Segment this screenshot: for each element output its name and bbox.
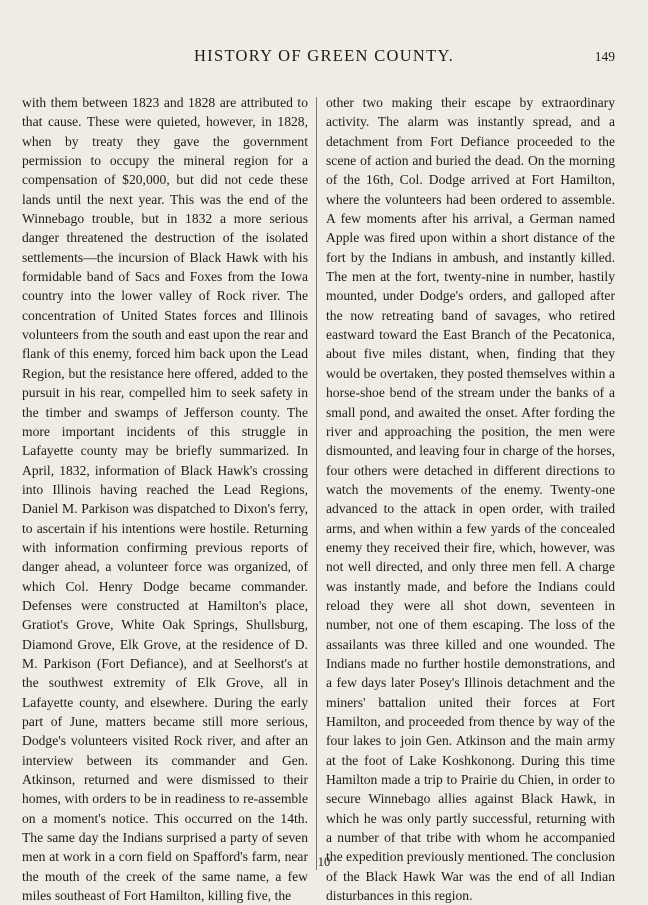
text-columns: [0, 93, 648, 904]
column-divider: [316, 97, 317, 870]
left-column: [22, 93, 308, 905]
running-title: HISTORY OF GREEN COUNTY.: [193, 46, 455, 65]
left-column-text: with them between 1823 and 1828 are attributed to that cause. These were quieted, however, in 1828, when by treaty they gave the government permission to occupy the mineral region for a compensation of $20,000, but did not cede these lands until the next year. This was the end of the Winnebago trouble, but in 1832 a more serious danger threatened the destruction of the isolated settlements—the incursion of Black Hawk with his formidable band of Sacs and Foxes from the Iowa country into the lower valley of Rock river. The concentration of United States forces and Illinois volunteers from the south and east upon the rear and flank of this enemy, forced him back upon the Lead Region, but the resistance here offered, added to the pursuit in his rear, compelled him to seek safety in the timber and swamps of Jefferson county. The more important incidents of this struggle in Lafayette county may be briefly summarized. In April, 1832, information of Black Hawk's crossing into Illinois having reached the Lead Regions, Daniel M. Parkison was dispatched to Dixon's ferry, to ascertain if his intentions were hostile. Returning with information confirming previous reports of danger ahead, a volunteer force was organized, of which Col. Henry Dodge became commander. Defenses were constructed at Hamilton's place, Gratiot's Grove, White Oak Springs, Shullsburg, Diamond Grove, Elk Grove, at the residence of D. M. Parkison (Fort Defiance), and at Seelhorst's at the southwest extremity of Elk Grove, all in Lafayette county, and elsewhere. During the early part of June, matters became still more serious, Dodge's volunteers visited Rock river, and after an interview between its commander and Gen. Atkinson, returned and were dismissed to their homes, with orders to be in readiness to re-assemble on a moment's notice. This occurred on the 14th. The same day the Indians surprised a party of seven men at work in a corn field on Spafford's farm, near the mouth of the creek of the same name, a few miles southeast of Fort Hamilton, killing five, the: [22, 95, 308, 904]
page-header: [0, 46, 648, 70]
right-column: [326, 93, 615, 905]
folio-number: 10: [317, 855, 331, 869]
page-number: 149: [594, 49, 615, 64]
right-column-text: other two making their escape by extraordinary activity. The alarm was instantly spread, and a detachment from Fort Defiance proceeded to the scene of action and buried the dead. On the morning of the 16th, Col. Dodge arrived at Fort Hamilton, where the volunteers had been ordered to assemble. A few moments after his arrival, a German named Apple was fired upon within a short distance of the fort by the Indians in ambush, and instantly killed. The men at the fort, twenty-nine in number, hastily mounted, under Dodge's orders, and galloped after the now retreating band of savages, who retired eastward toward the East Branch of the Pecatonica, about five miles distant, when, finding that they would be overtaken, they posted themselves within a horse-shoe bend of the stream under the banks of a small pond, and awaited the onset. After fording the river and approaching the position, the men were dismounted, and leaving four in charge of the horses, four others were detached in different directions to watch the movements of the enemy. Twenty-one advanced to the attack in open order, with trailed arms, and when within a few yards of the concealed enemy they received their fire, which, however, was not well directed, and only three men fell. A charge was instantly made, and before the Indians could reload they were all shot down, seventeen in number, not one of them escaping. The loss of the assailants was three killed and one wounded. The Indians made no further hostile demonstrations, and a few days later Posey's Illinois detachment and the miners' battalion united their forces at Fort Hamilton, and proceeded from thence by way of the four lakes to join Gen. Atkinson and the main army at the foot of Lake Koshkonong. During this time Hamilton made a trip to Prairie du Chien, in order to secure Winnebago allies against Black Hawk, in which he was only partly successful, returning with a number of that tribe with whom he accompanied the expedition previously mentioned. The conclusion of the Black Hawk War was the end of all Indian disturbances in this region.: [326, 95, 615, 904]
